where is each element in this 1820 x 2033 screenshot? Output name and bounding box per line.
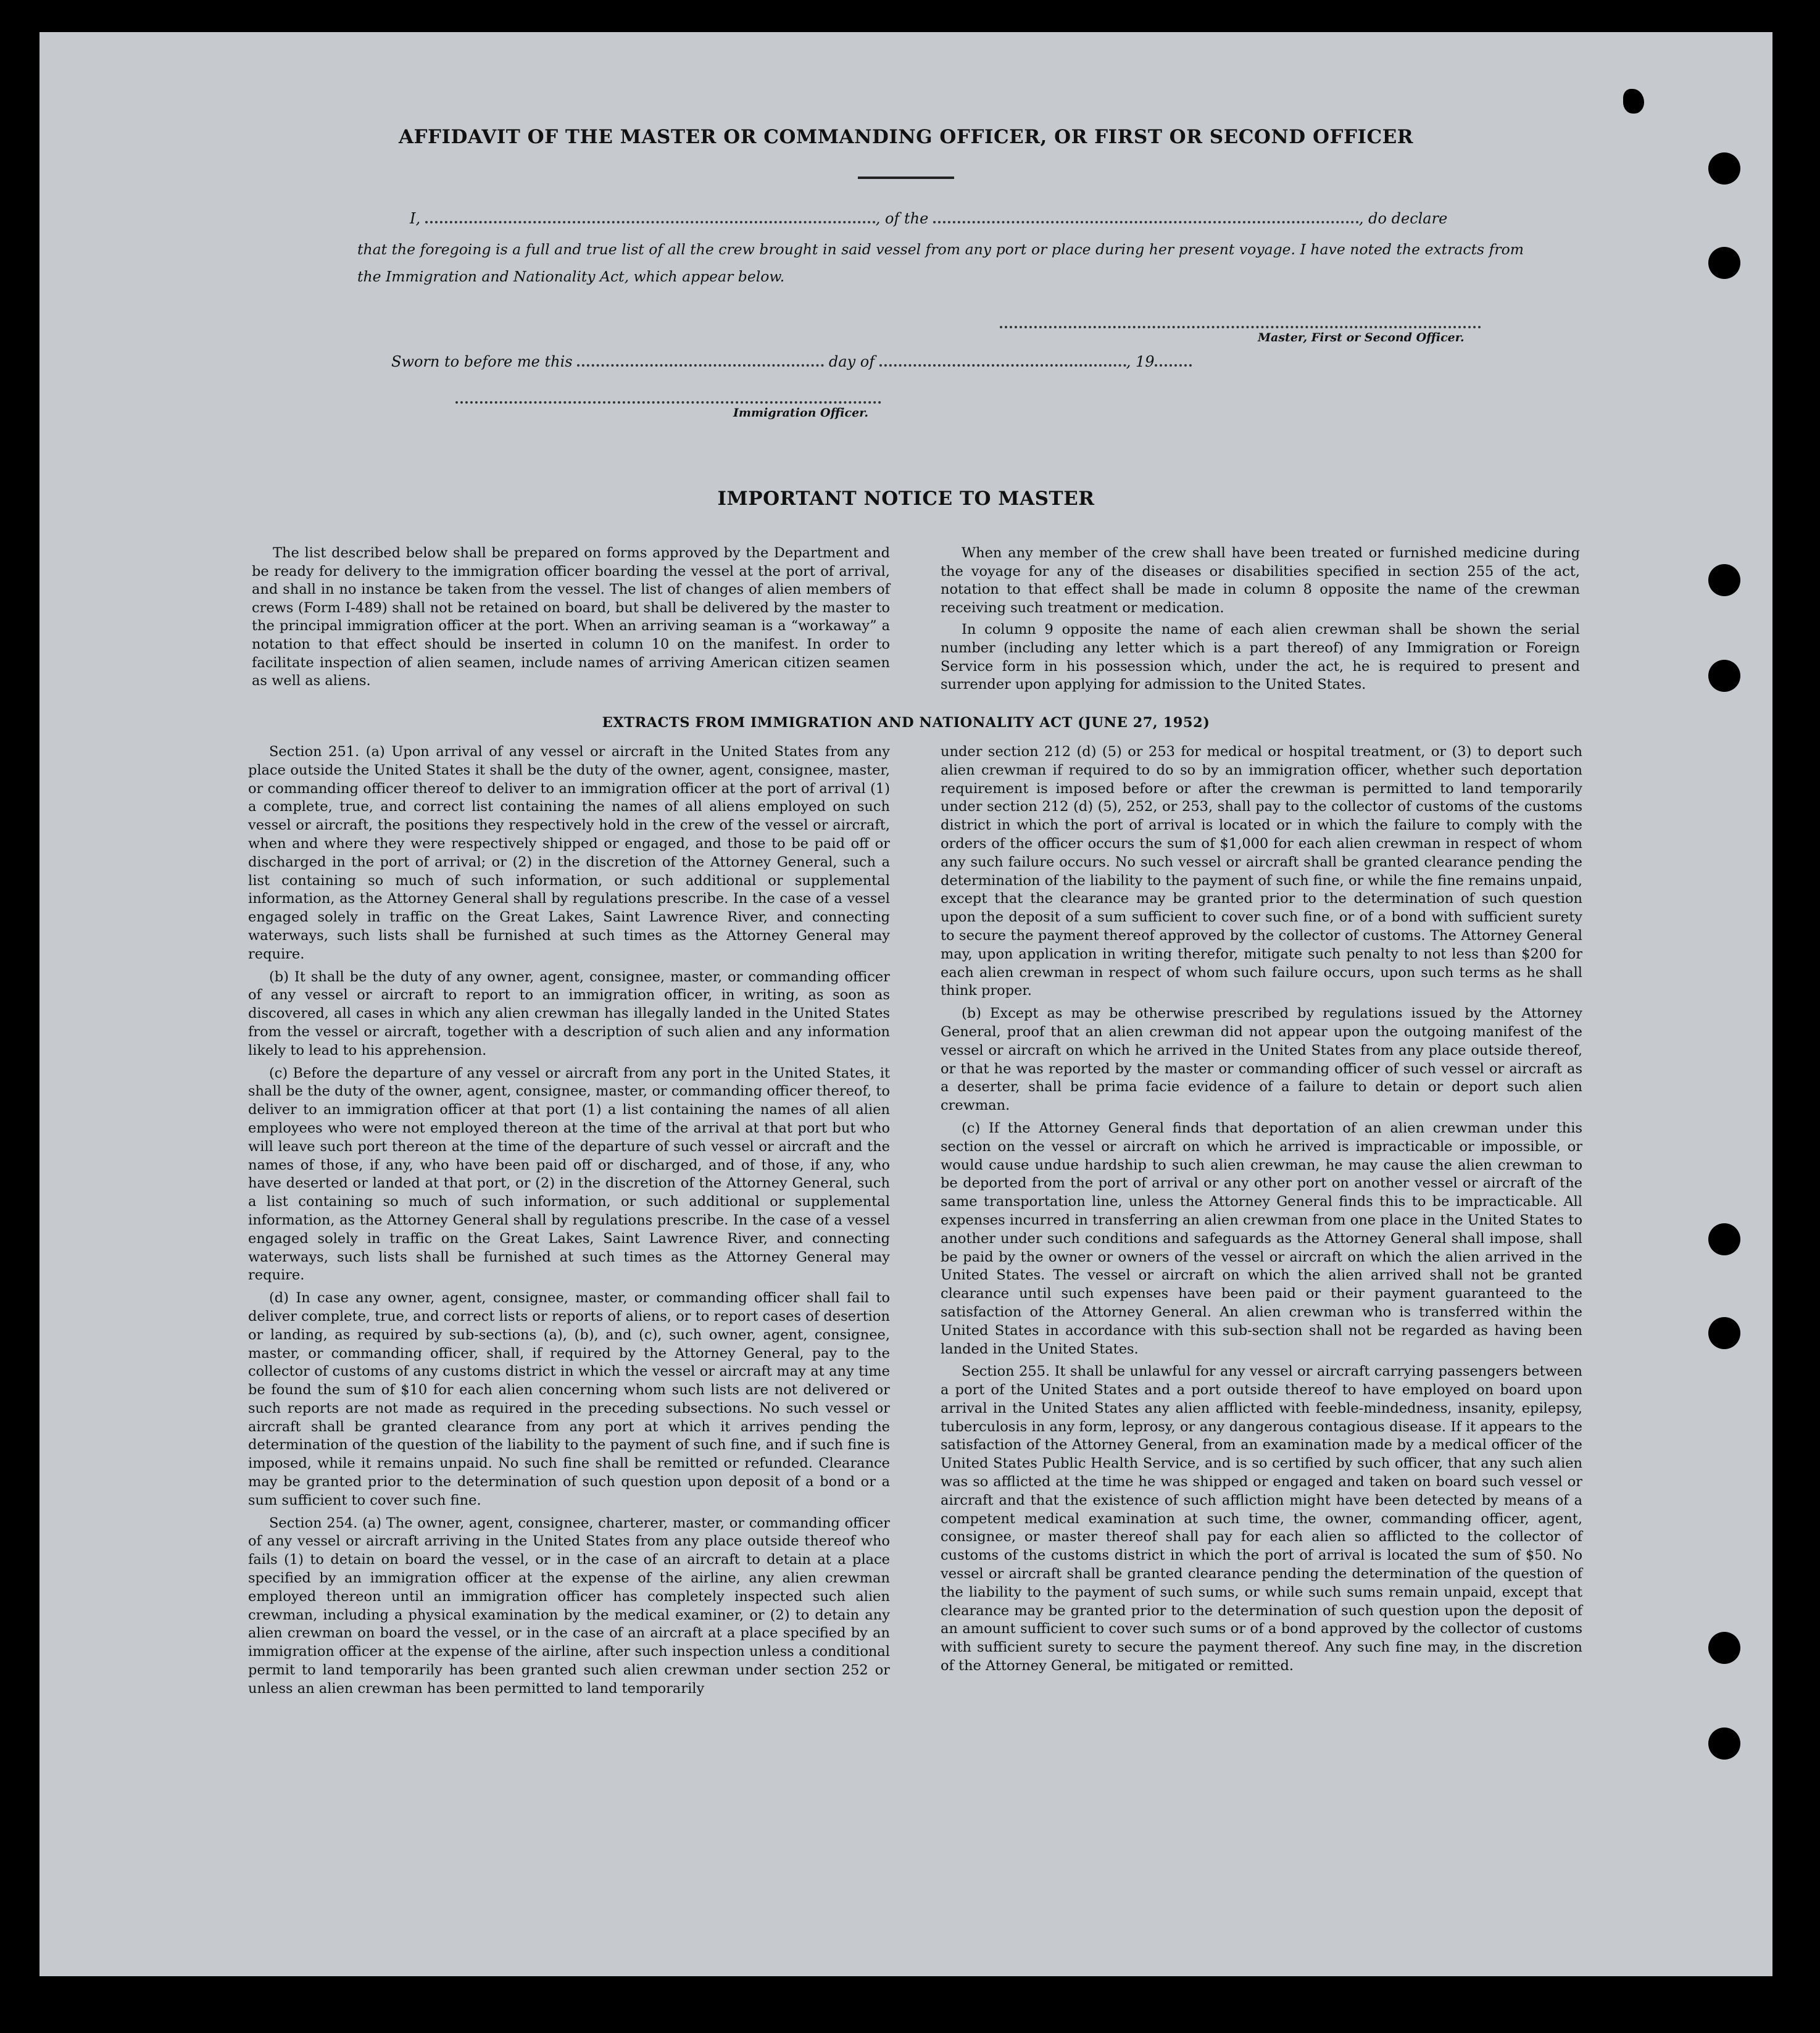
notice-title: IMPORTANT NOTICE TO MASTER [717, 488, 1095, 510]
punch-hole [1708, 564, 1740, 596]
section-paragraph: (c) Before the departure of any vessel or aircraft from any port in the United States, it shall be the duty of the owner, agent, consignee, master, or commanding officer thereof, to deliver to an immigration officer at that port (1) a list containing the names of all alien employees who were not employed thereon at the time of the arrival at that port but who will leave such port thereon at the time of the departure of such vessel or aircraft and the names of those, if any, who have been paid off or discharged, and of those, if any, who have deserted or landed at that port, or (2) in the discretion of the Attorney General, such a list containing so much of such information, or such additional or supplemental information, as the Attorney General shall by regulations prescribe. In the case of a vessel engaged solely in traffic on the Great Lakes, Saint Lawrence River, and connecting waterways, such lists shall be furnished at such times as the Attorney General may require. [248, 1065, 890, 1284]
officer-caption: Immigration Officer. [733, 406, 869, 420]
punch-hole [1708, 660, 1740, 692]
notice-paragraph: The list described below shall be prepared on forms approved by the Department and be ready for delivery to the immigration officer boarding the vessel at the port of arrival, and shall in no instance be taken from the vessel. The list of changes of alien members of crews (Form I-489) shall not be retained on board, but shall be delivered by the master to the principal immigration officer at the port. When an arriving seaman is a “workaway” a notation to that effect should be inserted in column 10 on the manifest. In order to facilitate inspection of alien seamen, include names of arriving American citizen seamen as well as aliens. [252, 545, 890, 689]
section-paragraph: (b) Except as may be otherwise prescribed by regulations issued by the Attorney General, proof that an alien crewman did not appear upon the outgoing manifest of the vessel or aircraft on which he arrived in the United States from any place outside thereof, or that he was reported by the master or commanding officer of such vessel or aircraft as a deserter, shall be prima facie evidence of a failure to detain or deport such alien crewman. [941, 1005, 1582, 1114]
i-label: I, [410, 210, 421, 227]
year-label: , 19 [1126, 353, 1155, 370]
punch-hole [1708, 152, 1740, 185]
section-paragraph: Section 255. It shall be unlawful for any vessel or aircraft carrying passengers between a port of the United States and a port outside thereof to have employed on board upon arrival in the United States any alien afflicted with feeble-mindedness, insanity, epilepsy, tuberculosis in any form, leprosy, or any dangerous contagious disease. If it appears to the satisfaction of the Attorney General, from an examination made by a medical officer of the United States Public Health Service, and is so certified by such officer, that any such alien was so afflicted at the time he was shipped or engaged and taken on board such vessel or aircraft and that the existence of such affliction might have been detected by means of a competent medical examination at such time, the owner, commanding officer, agent, consignee, or master thereof shall pay for each alien so afflicted to the collector of customs of the customs district in which the port of arrival is located the sum of $50. No vessel or aircraft shall be granted clearance pending the determination of the question of the liability to the payment of such sums, or while such sums remain unpaid, except that clearance may be granted prior to the determination of such question upon the deposit of an amount sufficient to cover such sums or of a bond approved by the collector of customs with sufficient surety to secure the payment thereof. Any such fine may, in the discretion of the Attorney General, be mitigated or remitted. [941, 1363, 1582, 1674]
extracts-left-column [248, 743, 890, 1703]
punch-hole [1708, 1317, 1740, 1349]
day-of-label: day of [828, 353, 875, 370]
of-the-label: , of the [875, 210, 929, 227]
section-paragraph: Section 251. (a) Upon arrival of any vessel or aircraft in the United States from any place outside the United States it shall be the duty of the owner, agent, consignee, master, or commanding officer thereof to deliver to an immigration officer at the port of arrival (1) a complete, true, and correct list containing the names of all aliens employed on such vessel or aircraft, the positions they respectively hold in the crew of the vessel or aircraft, when and where they were respectively shipped or engaged, and those to be paid off or discharged in the port of arrival; or (2) in the discretion of the Attorney General, such a list containing so much of such information, or such additional or supplemental information, as the Attorney General shall by regulations prescribe. In the case of a vessel engaged solely in traffic on the Great Lakes, Saint Lawrence River, and connecting waterways, such lists shall be furnished at such times as the Attorney General may require. [248, 744, 890, 962]
section-paragraph: (b) It shall be the duty of any owner, agent, consignee, master, or commanding officer of any vessel or aircraft to report to an immigration officer, in writing, as soon as discovered, all cases in which any alien crewman has illegally landed in the United States from the vessel or aircraft, together with a description of such alien and any information likely to lead to his apprehension. [248, 968, 890, 1058]
day-field[interactable] [577, 352, 824, 367]
month-field[interactable] [879, 352, 1126, 367]
punch-hole [1708, 1223, 1740, 1255]
corner-mark [1623, 89, 1644, 114]
vessel-field[interactable] [933, 209, 1359, 223]
extracts-title: EXTRACTS FROM IMMIGRATION AND NATIONALITY ACT (JUNE 27, 1952) [602, 715, 1210, 731]
year-field[interactable] [1155, 352, 1192, 367]
form-sheet [39, 32, 1772, 1976]
sworn-line [391, 352, 1192, 370]
notice-paragraph: When any member of the crew shall have been treated or furnished medicine during the voyage for any of the diseases or disabilities specified in section 255 of the act, notation to that effect shall be made in column 8 opposite the name of the crewman receiving such treatment or medication. [941, 545, 1580, 616]
master-caption: Master, First or Second Officer. [1258, 331, 1465, 344]
punch-hole [1708, 1727, 1740, 1760]
section-paragraph: Section 254. (a) The owner, agent, consignee, charterer, master, or commanding officer of any vessel or aircraft arriving in the United States from any place outside thereof who fails (1) to detain on board the vessel, or in the case of an aircraft to detain at a place specified by an immigration officer at the expense of the airline, any alien crewman employed thereon until an immigration officer has completely inspected such alien crewman, including a physical examination by the medical examiner, or (2) to detain any alien crewman on board the vessel, or in the case of an aircraft at a place specified by an immigration officer at the expense of the airline, after such inspection unless a conditional permit to land temporarily has been granted such alien crewman under section 252 or unless an alien crewman has been permitted to land temporarily [248, 1515, 890, 1697]
declare-label: , do declare [1358, 210, 1448, 227]
extracts-right-column [941, 743, 1582, 1680]
punch-hole [1708, 247, 1740, 279]
master-signature-line[interactable] [1000, 326, 1481, 328]
section-paragraph: (d) In case any owner, agent, consignee, master, or commanding officer shall fail to deliver complete, true, and correct lists or reports of aliens, or to report cases of desertion or landing, as required by sub-sections (a), (b), and (c), such owner, agent, consignee, master, or commanding officer, shall, if required by the Attorney General, pay to the collector of customs of any customs district in which the vessel or aircraft may at any time be found the sum of $10 for each alien concerning whom such lists are not delivered or such reports are not made as required in the preceding subsections. No such vessel or aircraft shall be granted clearance from any port at which it arrives pending the determination of the question of the liability to the payment of such fine, and if such fine is imposed, while it remains unpaid. No such fine shall be remitted or refunded. Clearance may be granted prior to the determination of such question upon deposit of a bond or a sum sufficient to cover such fine. [248, 1290, 890, 1508]
declaration-text: that the foregoing is a full and true list of all the crew brought in said vessel from any port or place during her present voyage. I have noted the extracts from the Immigration and Nationality Act, which appear below. [357, 241, 1524, 285]
section-paragraph: under section 212 (d) (5) or 253 for medical or hospital treatment, or (3) to deport such alien crewman if required to do so by an immigration officer, whether such deportation requirement is imposed before or after the crewman is permitted to land temporarily under section 212 (d) (5), 252, or 253, shall pay to the collector of customs of the customs district in which the port of arrival is located or in which the failure to comply with the orders of the officer occurs the sum of $1,000 for each alien crewman in respect of whom any such failure occurs. No such vessel or aircraft shall be granted clearance pending the determination of the liability to the payment of such fine, or while the fine remains unpaid, except that the clearance may be granted prior to the determination of such question upon the deposit of a sum sufficient to cover such fine, or of a bond with sufficient surety to secure the payment thereof approved by the collector of customs. The Attorney General may, upon application in writing therefor, mitigate such penalty to not less than $200 for each alien crewman in respect of whom such failure occurs, upon such terms as he shall think proper. [941, 744, 1582, 999]
affidavit-title: AFFIDAVIT OF THE MASTER OR COMMANDING OFFICER, OR FIRST OR SECOND OFFICER [398, 126, 1414, 148]
declaration-line [410, 209, 1447, 227]
notice-left-column [252, 544, 890, 694]
sworn-label: Sworn to before me this [391, 353, 573, 370]
title-rule [858, 177, 954, 179]
notice-paragraph: In column 9 opposite the name of each alien crewman shall be shown the serial number (including any letter which is a part thereof) of any Immigration or Foreign Service form in his possession which, under the act, he is required to present and surrender upon applying for admission to the United States. [941, 622, 1580, 693]
punch-hole [1708, 1632, 1740, 1664]
officer-signature-line[interactable] [455, 401, 881, 404]
notice-right-column [941, 544, 1580, 698]
section-paragraph: (c) If the Attorney General finds that deportation of an alien crewman under this section on the vessel or aircraft on which he arrived is impracticable or impossible, or would cause undue hardship to such alien crewman, he may cause the alien crewman to be deported from the port of arrival or any other port on another vessel or aircraft of the same transportation line, unless the Attorney General finds this to be impracticable. All expenses incurred in transferring an alien crewman from one place in the United States to another under such conditions and safeguards as the Attorney General shall impose, shall be paid by the owner or owners of the vessel or aircraft on which the alien arrived in the United States. The vessel or aircraft on which the alien arrived shall not be granted clearance until such expenses have been paid or their payment guaranteed to the satisfaction of the Attorney General. An alien crewman who is transferred within the United States in accordance with this sub-section shall not be regarded as having been landed in the United States. [941, 1120, 1582, 1357]
name-field[interactable] [425, 209, 876, 223]
